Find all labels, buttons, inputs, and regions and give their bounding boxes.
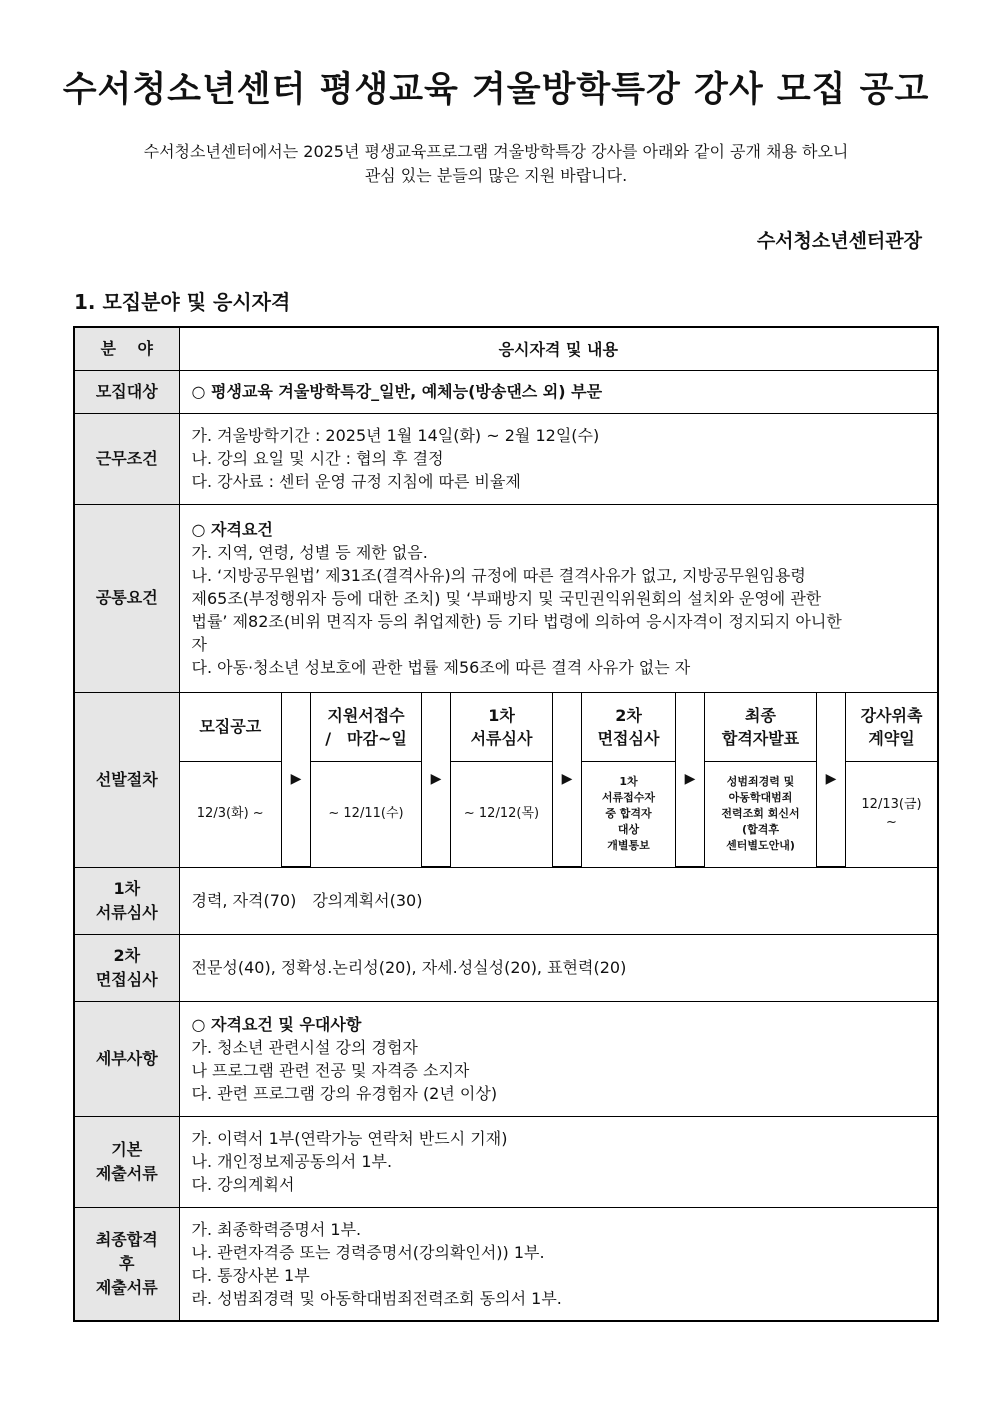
arrow-icon: ▶: [553, 693, 582, 867]
arrow-icon: ▶: [676, 693, 705, 867]
row-selection-process: [74, 692, 938, 867]
step-note-final-announcement: 성범죄경력 및 아동학대범죄 전력조회 회신서 (합격후 센터별도안내): [705, 762, 817, 867]
arrow-icon: ▶: [817, 693, 846, 867]
details-line: 가. 청소년 관련시설 강의 경험자: [191, 1037, 418, 1057]
row-details: [74, 1001, 938, 1116]
details-line: 나 프로그램 관련 전공 및 자격증 소지자: [191, 1060, 470, 1080]
basic-document-line: 나. 개인정보제공동의서 1부.: [191, 1152, 393, 1171]
header-content: 응시자격 및 내용: [179, 327, 938, 370]
basic-document-line: 가. 이력서 1부(연락가능 연락처 반드시 기재): [191, 1129, 508, 1148]
arrow-icon: ▶: [282, 693, 311, 867]
recruitment-table: [73, 326, 939, 1322]
first-review-criteria: 경력, 자격(70) 강의계획서(30): [191, 891, 423, 910]
row-second-review: [74, 934, 938, 1001]
step-title-interview: 2차 면접심사: [582, 693, 676, 762]
work-condition-line: 다. 강사료 : 센터 운영 규정 지침에 따른 비율제: [191, 472, 521, 491]
final-document-line: 라. 성범죄경력 및 아동학대범죄전력조회 동의서 1부.: [191, 1288, 562, 1308]
step-date-announcement: 12/3(화) ~: [196, 806, 264, 821]
intro-paragraph: [60, 140, 932, 188]
basic-document-line: 다. 강의계획서: [191, 1175, 295, 1194]
details-line: 다. 관련 프로그램 강의 유경험자 (2년 이상): [191, 1083, 498, 1103]
row-final-documents: [74, 1207, 938, 1321]
row-label: 세부사항: [74, 1001, 179, 1116]
row-first-review: [74, 867, 938, 934]
row-label: 모집대상: [74, 370, 179, 413]
details-heading: ○ 자격요건 및 우대사항: [191, 1014, 362, 1034]
step-date-document-review: ~ 12/12(목): [451, 762, 553, 867]
work-condition-line: 나. 강의 요일 및 시간 : 협의 후 결정: [191, 449, 444, 468]
second-review-criteria: 전문성(40), 정확성.논리성(20), 자세.성실성(20), 표현력(20): [191, 958, 627, 977]
section-title: 1. 모집분야 및 응시자격: [74, 290, 291, 314]
signature: 수서청소년센터관장: [756, 230, 922, 252]
row-label: 2차 면접심사: [74, 934, 179, 1001]
step-date-contract: 12/13(금) ~: [846, 762, 938, 867]
table-header-row: [74, 327, 938, 370]
step-title-document-review: 1차 서류심사: [451, 693, 553, 762]
work-condition-line: 가. 겨울방학기간 : 2025년 1월 14일(화) ~ 2월 12일(수): [191, 426, 600, 445]
row-common-requirements: [74, 504, 938, 692]
header-field: 분 야: [74, 327, 179, 370]
row-label: 1차 서류심사: [74, 867, 179, 934]
requirements-heading: ○ 자격요건: [191, 519, 273, 539]
step-title-contract: 강사위촉 계약일: [846, 693, 938, 762]
step-title-final-announcement: 최종 합격자발표: [705, 693, 817, 762]
row-label: 선발절차: [74, 692, 179, 867]
arrow-icon: ▶: [422, 693, 451, 867]
row-label: 최종합격 후 제출서류: [74, 1207, 179, 1321]
row-work-conditions: [74, 413, 938, 504]
step-title-announcement: 모집공고: [180, 693, 282, 762]
step-date-application: ~ 12/11(수): [311, 762, 422, 867]
requirement-line: 법률’ 제82조(비위 면직자 등의 취업제한) 등 기타 법령에 의하여 응시자격이 정지되지 아니한: [191, 611, 842, 631]
row-label: 기본 제출서류: [74, 1116, 179, 1207]
step-note-interview: 1차 서류접수자 중 합격자 대상 개별통보: [582, 762, 676, 867]
page-title: 수서청소년센터 평생교육 겨울방학특강 강사 모집 공고: [62, 70, 930, 110]
final-document-line: 다. 통장사본 1부: [191, 1265, 310, 1285]
requirement-line: 나. ‘지방공무원법’ 제31조(결격사유)의 규정에 따른 결격사유가 없고, 지방공무원임용령: [191, 565, 806, 585]
final-document-line: 가. 최종학력증명서 1부.: [191, 1219, 362, 1239]
row-label: 공통요건: [74, 504, 179, 692]
process-grid: [180, 693, 938, 867]
intro-line: 수서청소년센터에서는 2025년 평생교육프로그램 겨울방학특강 강사를 아래와 같이 공개 채용 하오니: [143, 142, 849, 161]
row-recruit-target: [74, 370, 938, 413]
row-basic-documents: [74, 1116, 938, 1207]
intro-line: 관심 있는 분들의 많은 지원 바랍니다.: [364, 166, 628, 185]
requirement-line: 가. 지역, 연령, 성별 등 제한 없음.: [191, 542, 428, 562]
step-title-application: 지원서접수 / 마감~일: [311, 693, 422, 762]
row-label: 근무조건: [74, 413, 179, 504]
requirement-line: 제65조(부정행위자 등에 대한 조치) 및 ‘부패방지 및 국민권익위원회의 설치와 운영에 관한: [191, 588, 822, 608]
requirement-line: 다. 아동·청소년 성보호에 관한 법률 제56조에 따른 결격 사유가 없는 자: [191, 657, 691, 677]
final-document-line: 나. 관련자격증 또는 경력증명서(강의확인서)) 1부.: [191, 1242, 545, 1262]
requirement-line: 자: [191, 634, 207, 654]
recruit-target-text: ○ 평생교육 겨울방학특강_일반, 예체능(방송댄스 외) 부문: [191, 382, 603, 401]
